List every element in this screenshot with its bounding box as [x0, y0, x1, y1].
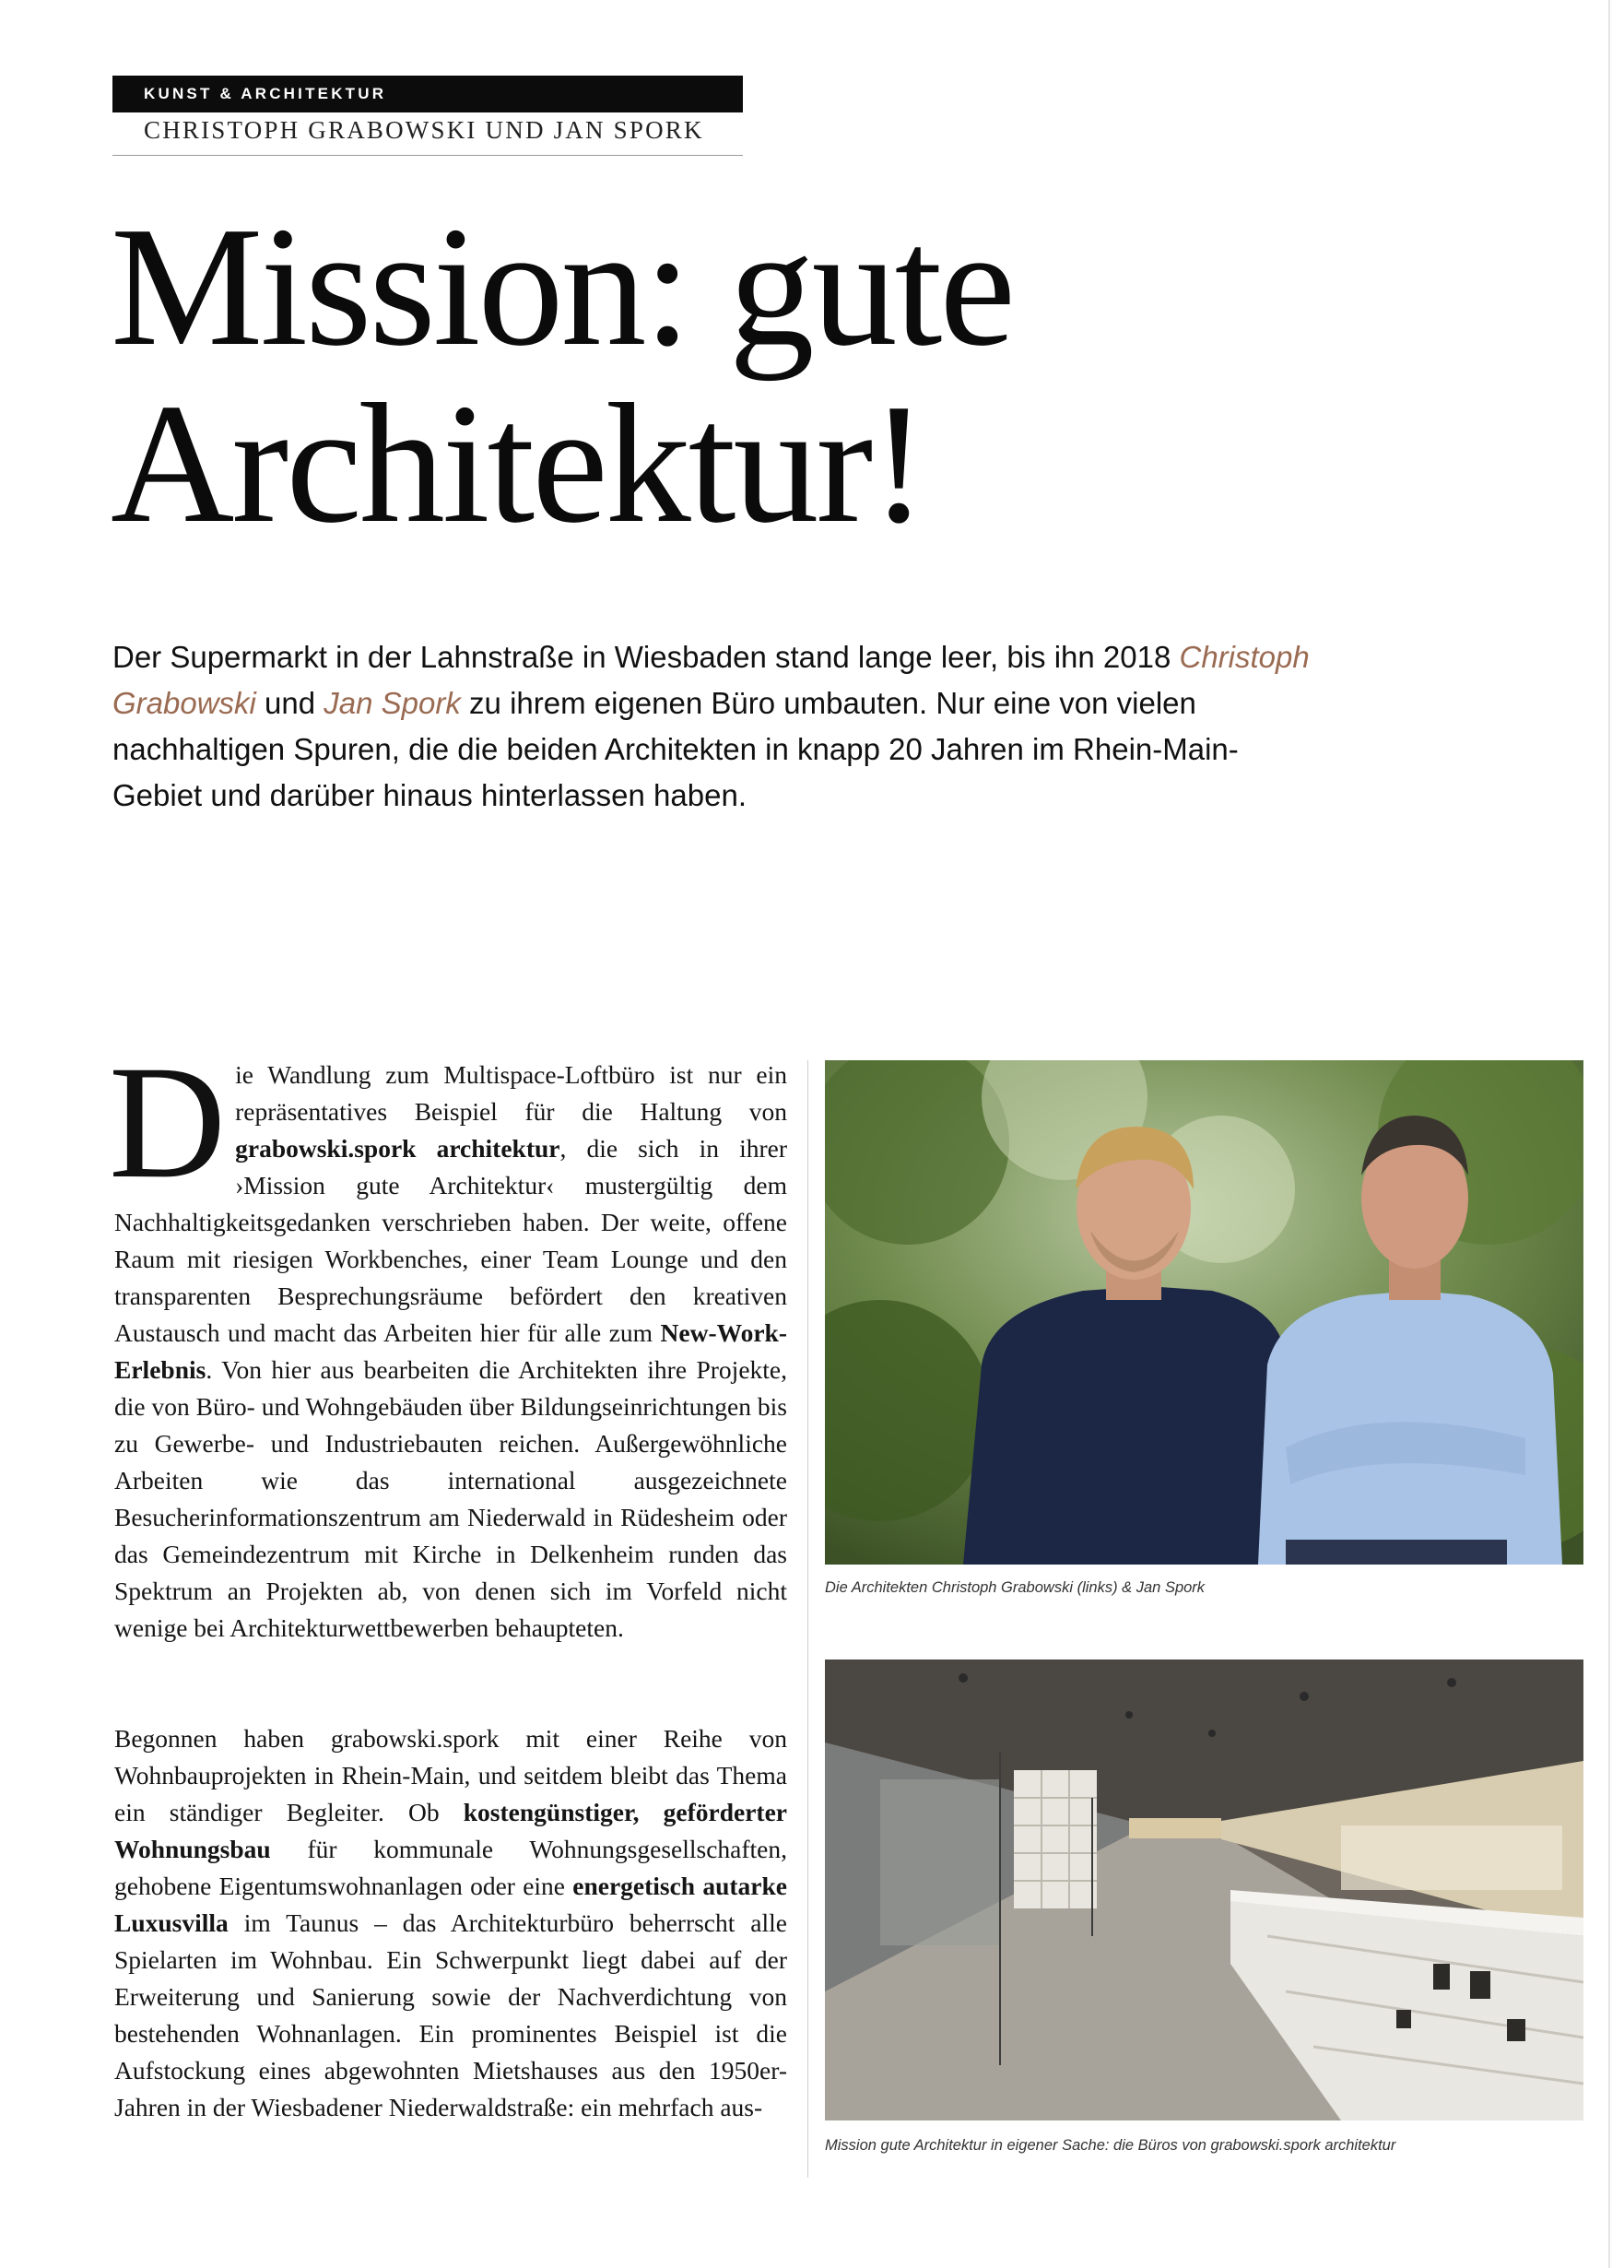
lead-text-1: Der Supermarkt in der Lahnstraße in Wiesbaden stand lange leer, bis ihn 2018	[112, 640, 1180, 674]
architects-portrait-illustration	[825, 1060, 1583, 1565]
photo2-caption: Mission gute Architektur in eigener Sache: die Büros von grabowski.spork architektur	[825, 2137, 1396, 2154]
body-paragraph-1	[109, 1033, 787, 1647]
lead-name-grabowski: Christoph Grabowski	[112, 640, 1310, 720]
p1-bold-newwork: New-Work-Erlebnis	[114, 1318, 787, 1384]
column-divider	[807, 1060, 808, 2178]
p2-bold-housing: kostengünstiger, geförderter Wohnungsbau	[114, 1798, 787, 1863]
article-title	[111, 192, 1401, 559]
architects-portrait-photo	[825, 1060, 1583, 1565]
title-line-1: Mission: gute	[111, 192, 1013, 382]
p2-text-1: Begonnen haben grabowski.spork mit einer Reihe von Wohnbauprojekten in Rhein-Main, und seitdem bleibt das Thema ein ständiger Begleiter. Ob	[114, 1724, 787, 1826]
p1-text-1: ie Wandlung zum Multispace-Loftbüro ist nur ein repräsentatives Beispiel für die Haltung von	[235, 1060, 787, 1126]
lead-text-2: und	[255, 686, 324, 720]
section-kicker: KUNST & ARCHITEKTUR	[112, 76, 743, 112]
lead-text-3: zu ihrem eigenen Büro umbauten. Nur eine von vielen nachhaltigen Spuren, die die beiden Architekten in knapp 20 Jahren im Rhein-Main-Gebiet und darüber hinaus hinterlassen haben.	[112, 686, 1239, 812]
p1-text-2: , die sich in ihrer ›Mission gute Architektur‹ mustergültig dem Nachhaltigkeitsgedanken verschrieben haben. Der weite, offene Raum mit riesigen Workbenches, einer Team Lounge und den transparenten Besprechungsräume befördert den kreativen Austausch und macht das Arbeiten hier für alle zum	[114, 1134, 787, 1347]
lead-name-spork: Jan Spork	[324, 686, 461, 720]
p1-bold-firm: grabowski.spork architektur	[235, 1134, 560, 1163]
article-authors: CHRISTOPH GRABOWSKI UND JAN SPORK	[144, 116, 704, 144]
p2-bold-villa: energetisch autarke Luxusvilla	[114, 1872, 787, 1937]
drop-cap: D	[109, 1033, 227, 1212]
title-line-2: Architektur!	[111, 369, 925, 559]
page-edge-rule	[1608, 0, 1610, 2268]
p1-text-3: . Von hier aus bearbeiten die Architekten ihre Projekte, die von Büro- und Wohngebäuden über Bildungseinrichtungen bis zu Gewerbe- und Industriebauten reichen. Außergewöhnliche Arbeiten wie das international ausgezeichnete Besucherinformationszentrum am Niederwald in Rüdesheim oder das Gemeindezentrum mit Kirche in Delkenheim runden das Spektrum an Projekten ab, von denen sich im Vorfeld nicht wenige bei Architekturwettbewerben behaupteten.	[114, 1355, 787, 1642]
office-interior-photo	[825, 1660, 1583, 2120]
p2-text-2: für kommunale Wohnungsgesellschaften, gehobene Eigentumswohnanlagen oder eine	[114, 1835, 787, 1900]
office-interior-illustration	[825, 1660, 1583, 2120]
authors-divider	[112, 155, 743, 156]
p2-text-3: im Taunus – das Architekturbüro beherrscht alle Spielarten im Wohnbau. Ein Schwerpunkt liegt dabei auf der Erweiterung und Sanierung sowie der Nachverdichtung von bestehenden Wohnanlagen. Ein prominentes Beispiel ist die Aufstockung eines abgewohnten Mietshauses aus den 1950er-Jahren in der Wiesbadener Niederwaldstraße: ein mehrfach aus-	[114, 1908, 787, 2121]
article-lead	[112, 634, 1311, 819]
photo1-caption: Die Architekten Christoph Grabowski (links) & Jan Spork	[825, 1579, 1206, 1596]
body-paragraph-2	[114, 1720, 787, 2126]
